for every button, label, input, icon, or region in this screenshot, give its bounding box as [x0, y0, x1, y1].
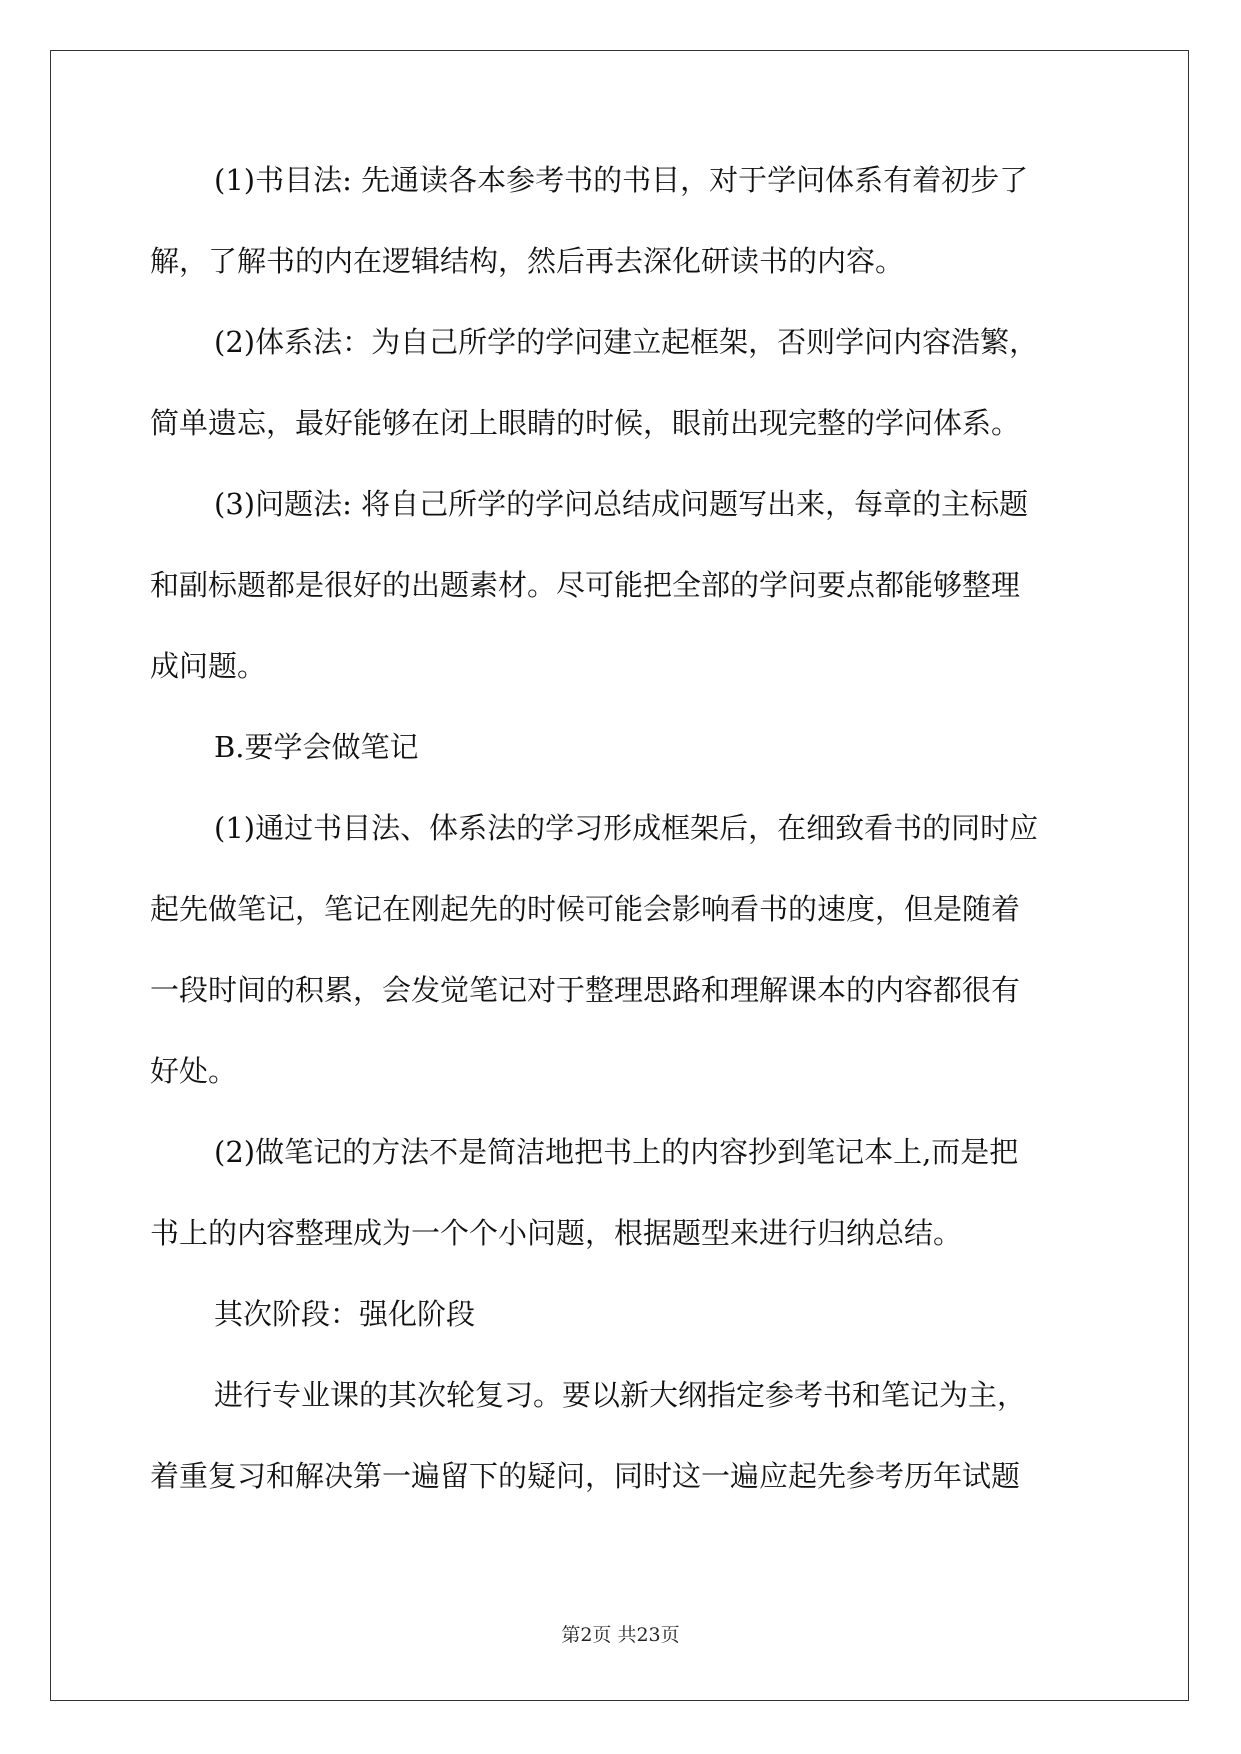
page-footer: 第2页 共23页 — [561, 1624, 680, 1646]
paragraph-line: (1)书目法: 先通读各本参考书的书目，对于学问体系有着初步了 — [214, 163, 1029, 197]
paragraph-line: 着重复习和解决第一遍留下的疑问，同时这一遍应起先参考历年试题 — [150, 1459, 1021, 1493]
paragraph-line: 简单遗忘，最好能够在闭上眼睛的时候，眼前出现完整的学问体系。 — [150, 406, 1021, 440]
paragraph-line: 书上的内容整理成为一个个小问题，根据题型来进行归纳总结。 — [150, 1216, 963, 1250]
section-heading: 其次阶段：强化阶段 — [214, 1297, 476, 1331]
paragraph-line: (2)做笔记的方法不是简洁地把书上的内容抄到笔记本上,而是把 — [214, 1135, 1019, 1169]
paragraph-line: (1)通过书目法、体系法的学习形成框架后，在细致看书的同时应 — [214, 811, 1039, 845]
paragraph-line: 成问题。 — [150, 649, 267, 683]
paragraph-line: 和副标题都是很好的出题素材。尽可能把全部的学问要点都能够整理 — [150, 568, 1021, 602]
paragraph-line: 起先做笔记，笔记在刚起先的时候可能会影响看书的速度，但是随着 — [150, 892, 1021, 926]
section-heading: B.要学会做笔记 — [214, 730, 419, 764]
paragraph-line: (3)问题法: 将自己所学的学问总结成问题写出来，每章的主标题 — [214, 487, 1029, 521]
paragraph-line: 好处。 — [150, 1054, 238, 1088]
paragraph-line: 进行专业课的其次轮复习。要以新大纲指定参考书和笔记为主， — [214, 1378, 1027, 1412]
paragraph-line: 一段时间的积累，会发觉笔记对于整理思路和理解课本的内容都很有 — [150, 973, 1021, 1007]
paragraph-line: (2)体系法：为自己所学的学问建立起框架，否则学问内容浩繁， — [214, 325, 1039, 359]
document-body — [150, 160, 1095, 1537]
paragraph-line: 解，了解书的内在逻辑结构，然后再去深化研读书的内容。 — [150, 244, 905, 278]
